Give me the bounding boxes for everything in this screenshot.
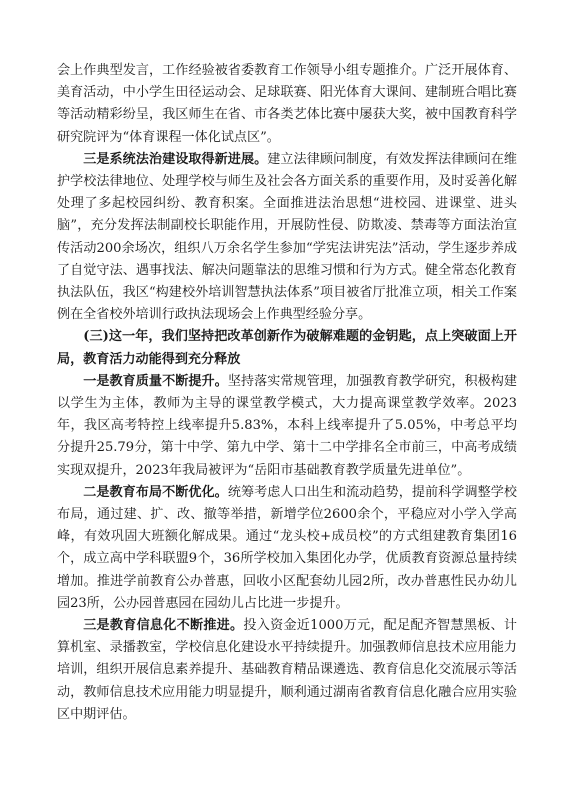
paragraph-text: 坚持落实常规管理，加强教育教学研究，积极构建以学生为主体，教师为主导的课堂教学模式，大力提高课堂教学效率。2023年，我区高考特控上线率提升5.83%，本科上线率提升了5.05%，中考总平均分提升25.79分，第十中学、第九中学、第十二中学排名全市前三，中高考成绩实现双提升，2023年我局被评为“岳阳市基础教育教学质量先进单位”。 <box>57 373 518 478</box>
paragraph-education-informatization <box>57 615 517 726</box>
paragraph-continuation <box>57 60 517 149</box>
paragraph-education-layout <box>57 482 517 615</box>
paragraph-law-construction <box>57 149 517 327</box>
paragraph-text: 会上作典型发言，工作经验被省委教育工作领导小组专题推介。广泛开展体育、美育活动，中小学生田径运动会、足球联赛、阳光体育大课间、建制班合唱比赛等活动精彩纷呈，我区师生在省、市各类艺体比赛中屡获大奖，被中国教育科学研究院评为“体育课程一体化试点区”。 <box>57 63 517 145</box>
paragraph-lead: 三是教育信息化不断推进。 <box>83 618 244 634</box>
section-heading-text: (三)这一年，我们坚持把改革创新作为破解难题的金钥匙，点上突破面上开局，教育活力动能得到充分释放 <box>57 329 517 367</box>
paragraph-text: 投入资金近1000万元，配足配齐智慧黑板、计算机室、录播教室，学校信息化建设水平持续提升。加强教师信息技术应用能力培训，组织开展信息素养提升、基础教育精品课遴选、教育信息化交流展示等活动，教师信息技术应用能力明显提升，顺利通过湖南省教育信息化融合应用实验区中期评估。 <box>57 618 518 722</box>
paragraph-education-quality <box>57 371 517 482</box>
section-heading <box>57 326 517 370</box>
paragraph-text: 统筹考虑人口出生和流动趋势，提前科学调整学校布局，通过建、扩、改、撤等举措，新增学位2600余个，平稳应对小学入学高峰，有效巩固大班额化解成果。通过“龙头校+成员校”的方式组建教育集团16个，成立高中学科联盟9个，36所学校加入集团化办学，优质教育资源总量持续增加。推进学前教育公办普惠，回收小区配套幼儿园2所，改办普惠性民办幼儿园23所，公办园普惠园在园幼儿占比进一步提升。 <box>57 484 518 611</box>
paragraph-text: 建立法律顾问制度，有效发挥法律顾问在维护学校法律地位、处理学校与师生及社会各方面关系的重要作用，及时妥善化解处理了多起校园纠纷、教育积案。全面推进法治思想“进校园、进课堂、进头脑”，充分发挥法制副校长职能作用，开展防性侵、防欺凌、禁毒等方面法治宣传活动200余场次，组织八万余名学生参加“学宪法讲宪法”活动，学生逐步养成了自觉守法、遇事找法、解决问题靠法的思维习惯和行为方式。健全常态化教育执法队伍，我区“构建校外培训智慧执法体系”项目被省厅批准立项，相关工作案例在全省校外培训行政执法现场会上作典型经验分享。 <box>57 151 518 323</box>
paragraph-lead: 三是系统法治建设取得新进展。 <box>83 151 268 167</box>
paragraph-lead: 一是教育质量不断提升。 <box>83 373 228 389</box>
paragraph-lead: 二是教育布局不断优化。 <box>83 484 228 500</box>
document-page <box>57 60 517 726</box>
